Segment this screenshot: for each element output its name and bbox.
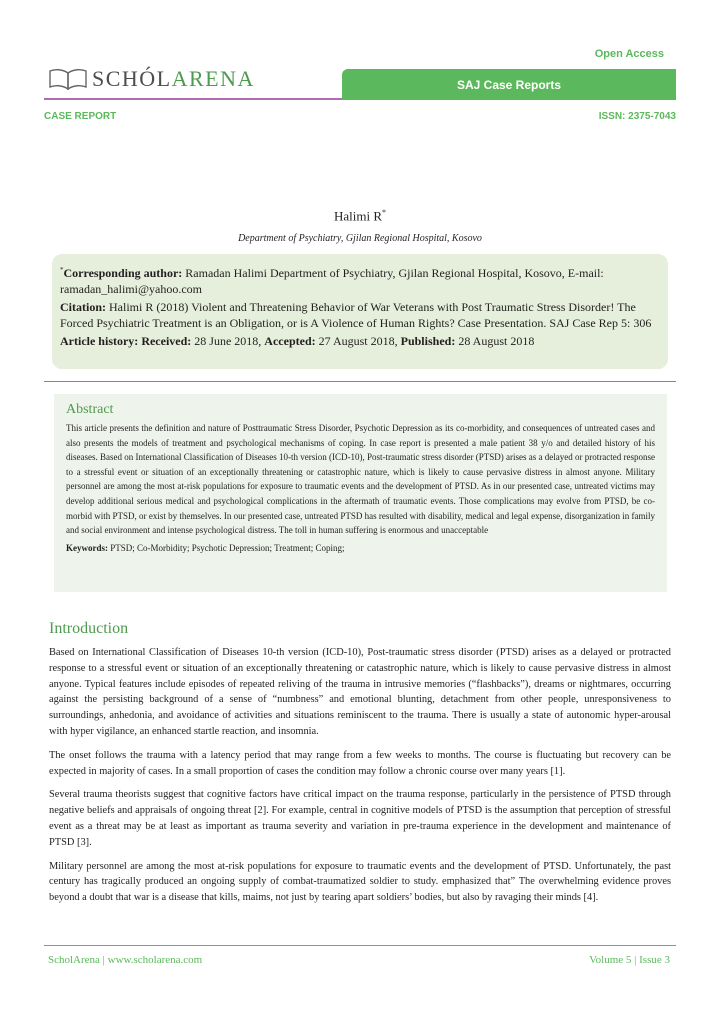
paragraph: Several trauma theorists suggest that cognitive factors have critical impact on the trauma response, particularly in the persistence of PTSD through negative beliefs and appraisals of ongoing threat [2]. For example, central in cognitive models of PTSD is the assumption that perception of stressful event as a threat may be at least as important as trauma severity and variation in pre-trauma experience in the development and maintenance of PTSD [3]. — [49, 789, 671, 848]
section-divider — [44, 381, 676, 382]
keywords: Keywords: PTSD; Co-Morbidity; Psychotic Depression; Treatment; Coping; — [66, 542, 345, 553]
author-name: Halimi R — [333, 208, 383, 224]
logo-text: SCHÓLARENA — [92, 66, 255, 91]
open-access-label: Open Access — [594, 48, 664, 60]
article-history: Article history: Received: 28 June 2018, Accepted: 27 August 2018, Published: 28 August 2018 — [60, 334, 535, 348]
paragraph: The onset follows the trauma with a latency period that may range from a few weeks to months. The course is fluctuating but recovery can be expected in majority of cases. In a small proportion of cases the condition may follow a chronic course over many years [1]. — [49, 749, 671, 777]
paragraph: Military personnel are among the most at-risk populations for exposure to traumatic events and the development of PTSD. Unfortunately, the past century has tragically produced an ongoing supply of combat-traumatized soldier to study. emphasized that” The overwhelming evidence proves beyond a doubt that war is a disease that kills, maims, not just by tearing apart soldiers’ bodies, but also by ravaging their minds [4]. — [49, 860, 671, 904]
footer-divider — [44, 945, 676, 946]
journal-name-banner: SAJ Case Reports — [342, 69, 676, 100]
author-affiliation: Department of Psychiatry, Gjilan Regional Hospital, Kosovo — [238, 233, 482, 244]
citation: Citation: Halimi R (2018) Violent and Threatening Behavior of War Veterans with Post Traumatic Stress Disorder! The Forced Psychiatric Treatment is an Obligation, or is A Violence of Human Rights? Case Presentation. SAJ Case Rep 5: 306 — [60, 300, 652, 330]
abstract-box — [54, 394, 667, 592]
publisher-logo[interactable] — [48, 66, 255, 92]
header-divider — [44, 98, 344, 100]
introduction-body — [49, 645, 671, 914]
footer-publisher-link[interactable]: ScholArena | www.scholarena.com — [48, 954, 203, 966]
open-book-icon — [48, 67, 88, 91]
article-info-box — [52, 254, 668, 369]
issn: ISSN: 2375-7043 — [598, 111, 676, 122]
abstract-title: Abstract — [66, 402, 114, 417]
paragraph: Based on International Classification of Diseases 10-th version (ICD-10), Post-traumatic stress disorder (PTSD) arises as a delayed or protracted response to a stressful event or situation of an exceptionally threatening or catastrophic nature, which is likely to cause pervasive distress in almost anyone. Typical features include episodes of repeated reliving of the trauma in intrusive memories (“flashbacks”), dreams or nightmares, occurring against the persisting background of a sense of “numbness” and emotional blunting, detachment from other people, unresponsiveness to surroundings, anhedonia, and avoidance of activities and situations reminiscent to the trauma. There is usually a state of autonomic hyper-arousal with hyper vigilance, an enhanced startle reaction, and insomnia. — [49, 647, 671, 737]
corresponding-author: *Corresponding author: Ramadan Halimi Department of Psychiatry, Gjilan Regional Hospital, Kosovo, E-mail: ramadan_halimi@yahoo.com — [60, 266, 604, 296]
author-line: Halimi R* — [333, 208, 387, 224]
article-type: CASE REPORT — [44, 111, 117, 122]
footer-volume-issue: Volume 5 | Issue 3 — [589, 954, 670, 966]
abstract-body: This article presents the definition and nature of Posttraumatic Stress Disorder, Psychotic Depression as its co-morbidity, and consequences of untreated cases and also presents the models of treatment and psychological mechanisms of coping. In case report is presented a male patient 38 y/o and detailed history of his diseases. Based on International Classification of Diseases 10-th version (ICD-10), Post-traumatic stress disorder (PTSD) arises as a delayed or protracted response to a stressful event or situation of an exceptionally threatening or catastrophic nature, which is likely to cause pervasive distress in almost anyone. Military personnel are among the most at-risk populations for exposure to traumatic events and the development of PTSD. As in our presented case, untreated victims may develop additional serious medical and psychological complications in the aftermath of traumatic events. Those complications may evolve from PTSD, be co-morbid with PTSD, or exist by themselves. In our presented case, untreated PTSD has resulted with disability, medical and legal expense, disorganization in family and social environment and intense psychological distress. The toll in human suffering is enormous and unacceptable — [66, 423, 655, 536]
introduction-heading: Introduction — [49, 620, 129, 637]
